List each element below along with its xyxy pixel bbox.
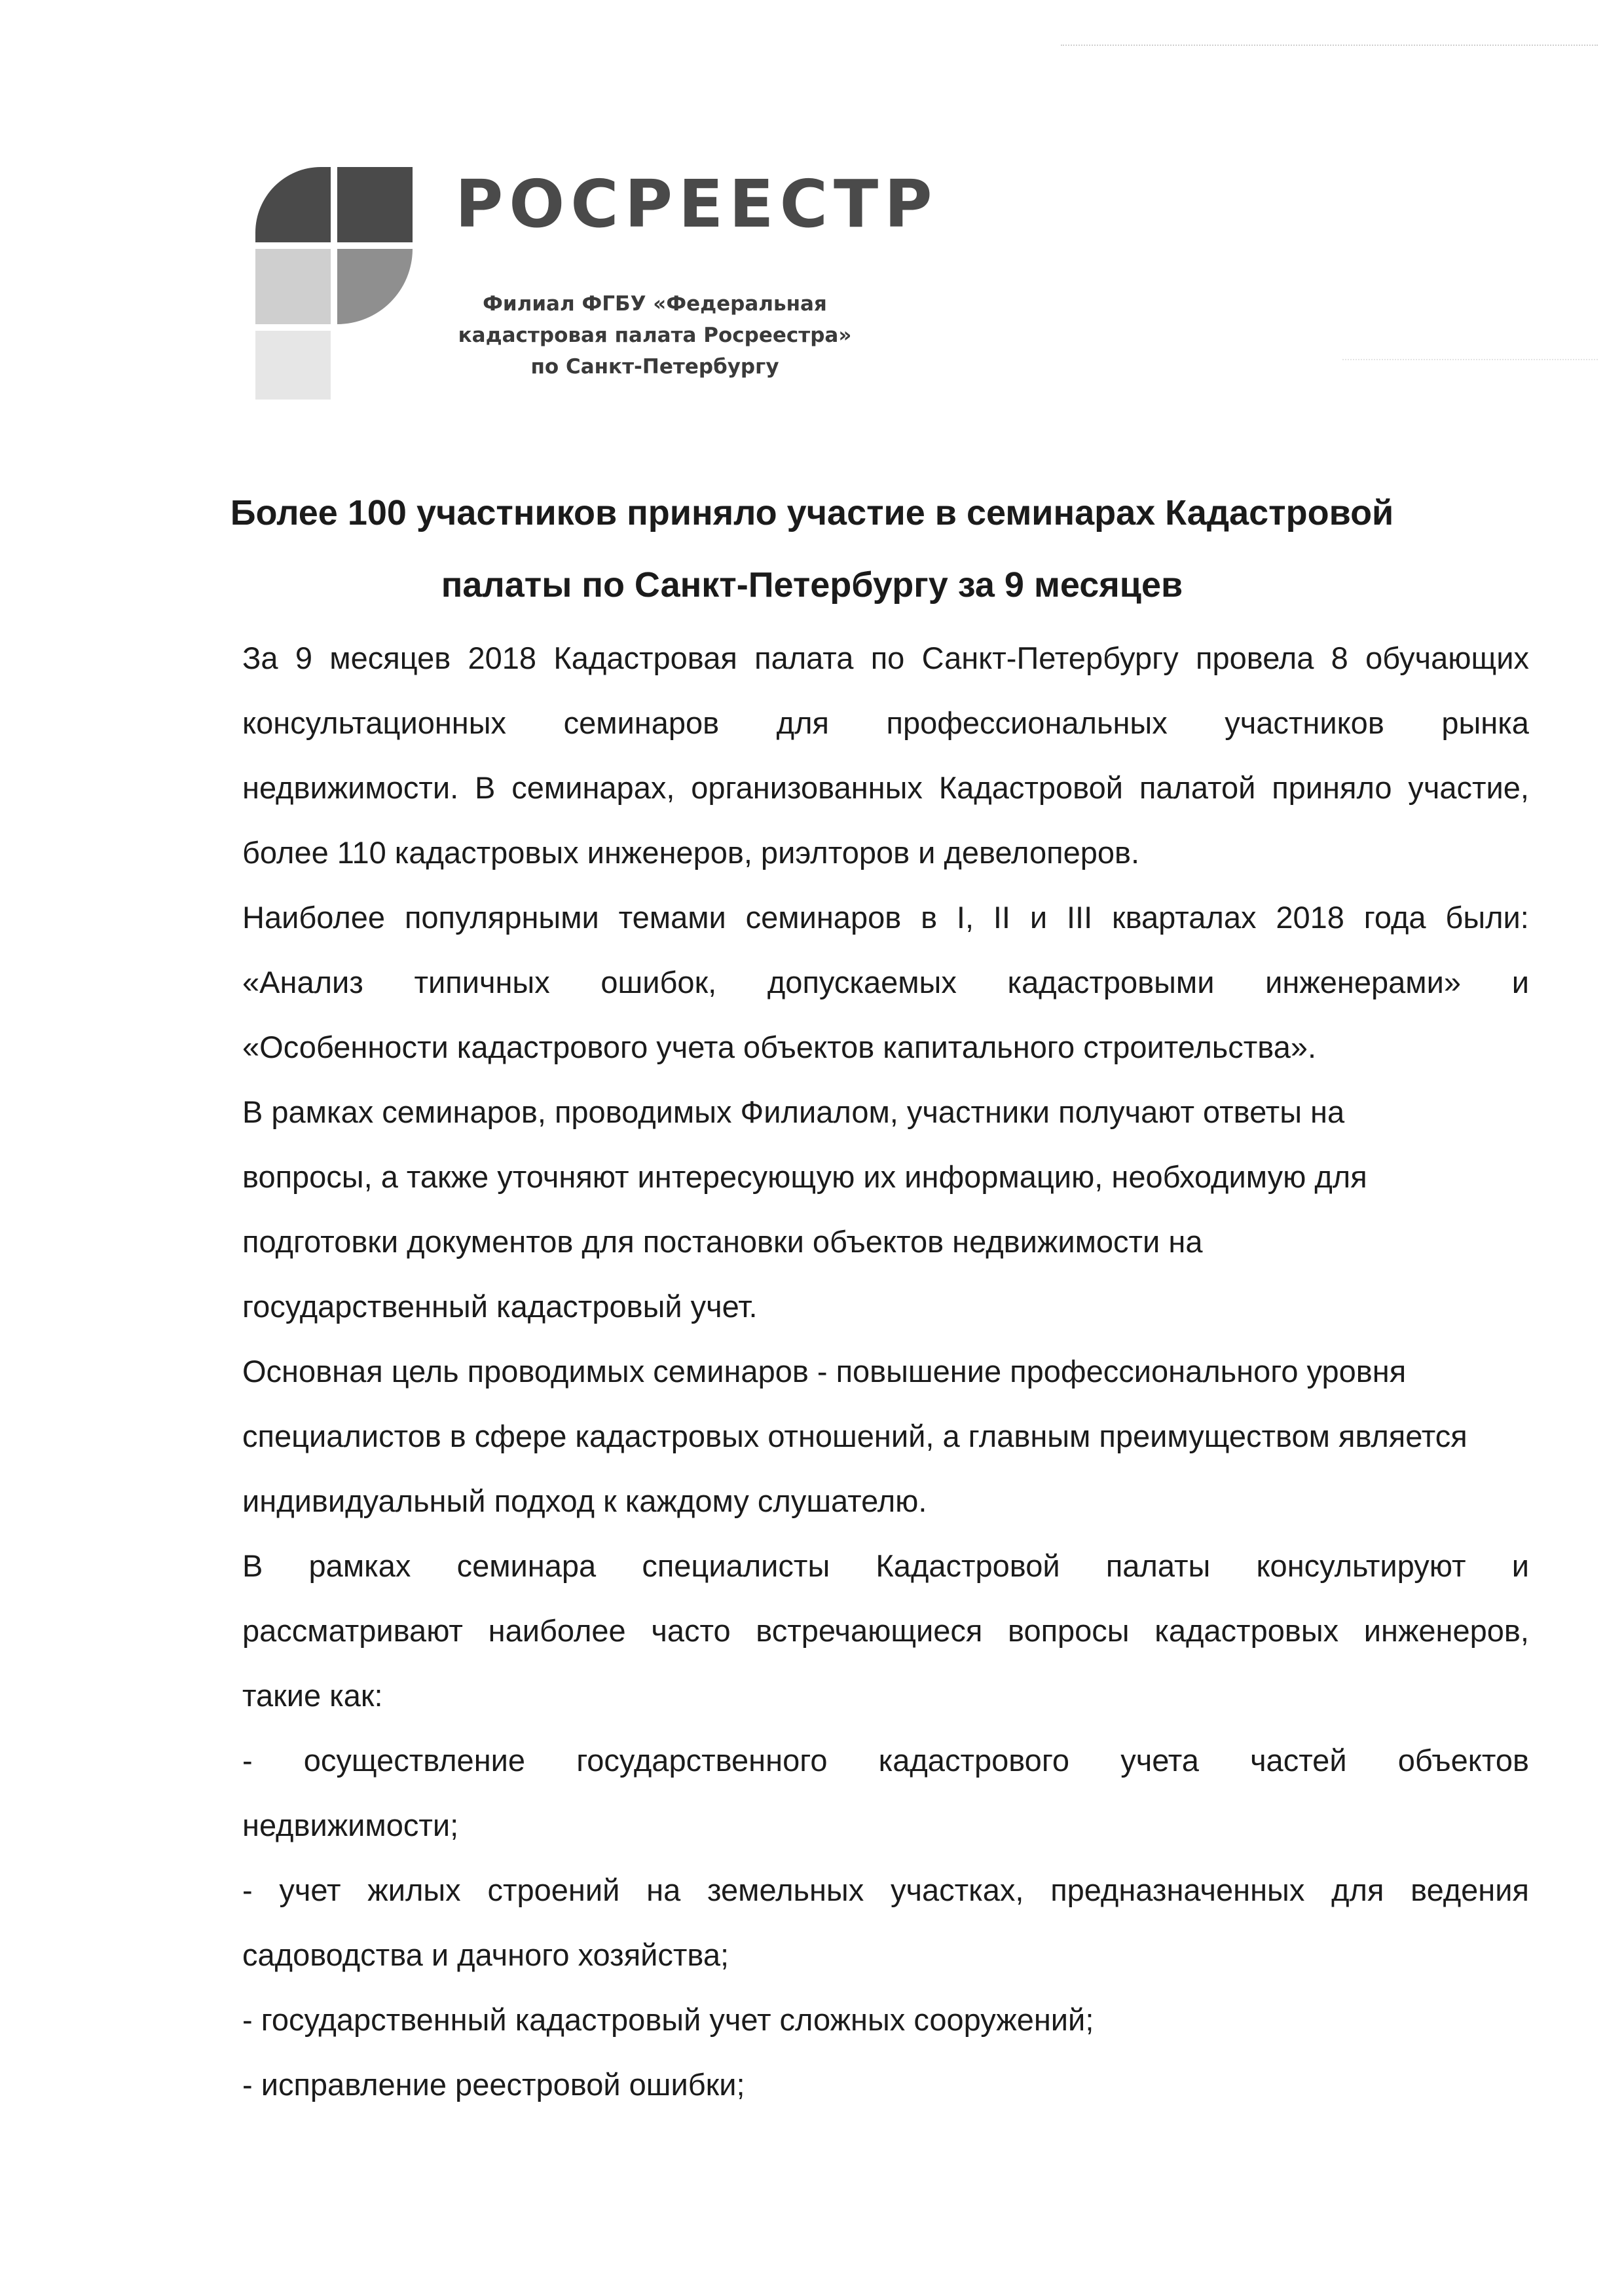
body-word: осуществление (303, 1743, 526, 1778)
body-word: популярными (404, 900, 599, 935)
body-word: для (776, 705, 829, 740)
body-line (242, 1857, 1529, 1922)
body-line (242, 885, 1529, 950)
body-word: участников (1225, 705, 1384, 740)
body-word: «Анализ (242, 965, 363, 999)
body-line: В рамках семинаров, проводимых Филиалом, участники получают ответы на (242, 1094, 1345, 1129)
body-word: В (242, 1548, 263, 1583)
body-line: недвижимости; (242, 1808, 459, 1842)
body-word: и (1511, 1548, 1529, 1583)
body-word: - (242, 1743, 253, 1778)
body-word: кадастровыми (1007, 965, 1215, 999)
body-word: и (1511, 965, 1529, 999)
body-word: специалисты (642, 1548, 830, 1583)
body-line: государственный кадастровый учет. (242, 1289, 758, 1324)
body-word: I, (956, 900, 974, 935)
body-word: Кадастровая (553, 641, 737, 675)
body-word: консультируют (1256, 1548, 1466, 1583)
body-line (242, 1533, 1529, 1598)
body-word: 2018 (468, 641, 537, 675)
body-line: специалистов в сфере кадастровых отношений, а главным преимуществом является (242, 1419, 1467, 1453)
body-word: 9 (295, 641, 312, 675)
body-word: рынка (1441, 705, 1529, 740)
body-word: объектов (1397, 1743, 1529, 1778)
body-word: учет (279, 1873, 341, 1907)
body-line (242, 690, 1529, 755)
body-word: палатой (1139, 770, 1256, 805)
body-word: участие, (1408, 770, 1529, 805)
subtitle-line: по Санкт-Петербургу (530, 355, 779, 379)
body-word: рамках (308, 1548, 411, 1583)
body-word: семинарах, (511, 770, 675, 805)
body-line (242, 1728, 1529, 1793)
body-word: организованных (691, 770, 923, 805)
body-word: 8 (1331, 641, 1348, 675)
body-word: земельных (707, 1873, 864, 1907)
body-line: такие как: (242, 1678, 383, 1713)
headline-line: палаты по Санкт-Петербургу за 9 месяцев (441, 565, 1183, 605)
body-word: провела (1196, 641, 1314, 675)
body-word: инженеров, (1363, 1613, 1529, 1648)
body-word: по (870, 641, 905, 675)
body-word: часто (651, 1613, 731, 1648)
logo-dark-segment (255, 167, 331, 242)
body-line (242, 950, 1529, 1015)
body-line: - государственный кадастровый учет сложных сооружений; (242, 2002, 1094, 2037)
body-word: рассматривают (242, 1613, 463, 1648)
body-word: II (993, 900, 1010, 935)
body-line: подготовки документов для постановки объектов недвижимости на (242, 1224, 1203, 1259)
body-word: строений (487, 1873, 620, 1907)
logo-dark-square (337, 167, 413, 242)
body-word: недвижимости. (242, 770, 459, 805)
body-word: встречающиеся (756, 1613, 983, 1648)
body-word: семинаров (745, 900, 902, 935)
body-line (242, 625, 1529, 690)
headline-line: Более 100 участников приняло участие в семинарах Кадастровой (230, 493, 1394, 532)
body-word: жилых (367, 1873, 461, 1907)
body-word: кадастровых (1154, 1613, 1339, 1648)
body-word: года (1363, 900, 1426, 935)
body-word: В (475, 770, 496, 805)
body-word: учета (1120, 1743, 1199, 1778)
body-word: Кадастровой (938, 770, 1123, 805)
body-word: типичных (414, 965, 550, 999)
body-word: ведения (1411, 1873, 1529, 1907)
body-line: более 110 кадастровых инженеров, риэлторов и девелоперов. (242, 835, 1140, 870)
scan-artifact-top (1061, 45, 1598, 46)
body-word: приняло (1272, 770, 1392, 805)
body-word: допускаемых (767, 965, 957, 999)
body-word: III (1066, 900, 1093, 935)
body-word: консультационных (242, 705, 507, 740)
body-word: наиболее (488, 1613, 626, 1648)
body-word: инженерами» (1265, 965, 1462, 999)
body-word: темами (618, 900, 726, 935)
body-word: семинара (456, 1548, 597, 1583)
body-line (242, 1598, 1529, 1663)
body-word: Наиболее (242, 900, 386, 935)
logo-light-square-left (255, 249, 331, 324)
rosreestr-logo-icon (249, 160, 426, 403)
body-word: были: (1445, 900, 1529, 935)
logo-mid-segment (337, 249, 413, 324)
body-word: предназначенных (1050, 1873, 1305, 1907)
body-word: - (242, 1873, 253, 1907)
body-word: на (646, 1873, 681, 1907)
body-word: и (1029, 900, 1048, 935)
article-headline (216, 477, 1408, 621)
body-word: участках, (890, 1873, 1024, 1907)
body-word: ошибок, (600, 965, 717, 999)
body-word: За (242, 641, 278, 675)
body-word: палата (754, 641, 854, 675)
scan-artifact-right (1342, 359, 1598, 360)
brand-name: РОСРЕЕСТР (455, 166, 938, 242)
body-word: обучающих (1365, 641, 1529, 675)
body-word: месяцев (329, 641, 451, 675)
body-word: 2018 (1276, 900, 1344, 935)
body-word: профессиональных (886, 705, 1168, 740)
body-word: вопросы (1008, 1613, 1130, 1648)
body-word: Кадастровой (876, 1548, 1060, 1583)
body-line: - исправление реестровой ошибки; (242, 2067, 745, 2102)
body-word: государственного (576, 1743, 828, 1778)
body-word: кадастрового (878, 1743, 1070, 1778)
logo-pale-bar (255, 331, 331, 400)
subtitle-line: Филиал ФГБУ «Федеральная (483, 292, 827, 316)
article-body (242, 625, 1529, 2117)
body-line: Основная цель проводимых семинаров - повышение профессионального уровня (242, 1354, 1407, 1389)
organization-subtitle (452, 288, 858, 382)
body-word: кварталах (1112, 900, 1257, 935)
body-word: для (1331, 1873, 1384, 1907)
body-line (242, 755, 1529, 820)
body-word: частей (1250, 1743, 1347, 1778)
body-word: Санкт-Петербургу (921, 641, 1179, 675)
body-word: в (921, 900, 938, 935)
subtitle-line: кадастровая палата Росреестра» (458, 324, 852, 347)
body-line: вопросы, а также уточняют интересующую их информацию, необходимую для (242, 1159, 1367, 1194)
body-word: семинаров (563, 705, 720, 740)
body-line: садоводства и дачного хозяйства; (242, 1937, 729, 1972)
body-line: «Особенности кадастрового учета объектов капитального строительства». (242, 1030, 1317, 1064)
body-line: индивидуальный подход к каждому слушателю. (242, 1483, 927, 1518)
body-word: палаты (1105, 1548, 1211, 1583)
